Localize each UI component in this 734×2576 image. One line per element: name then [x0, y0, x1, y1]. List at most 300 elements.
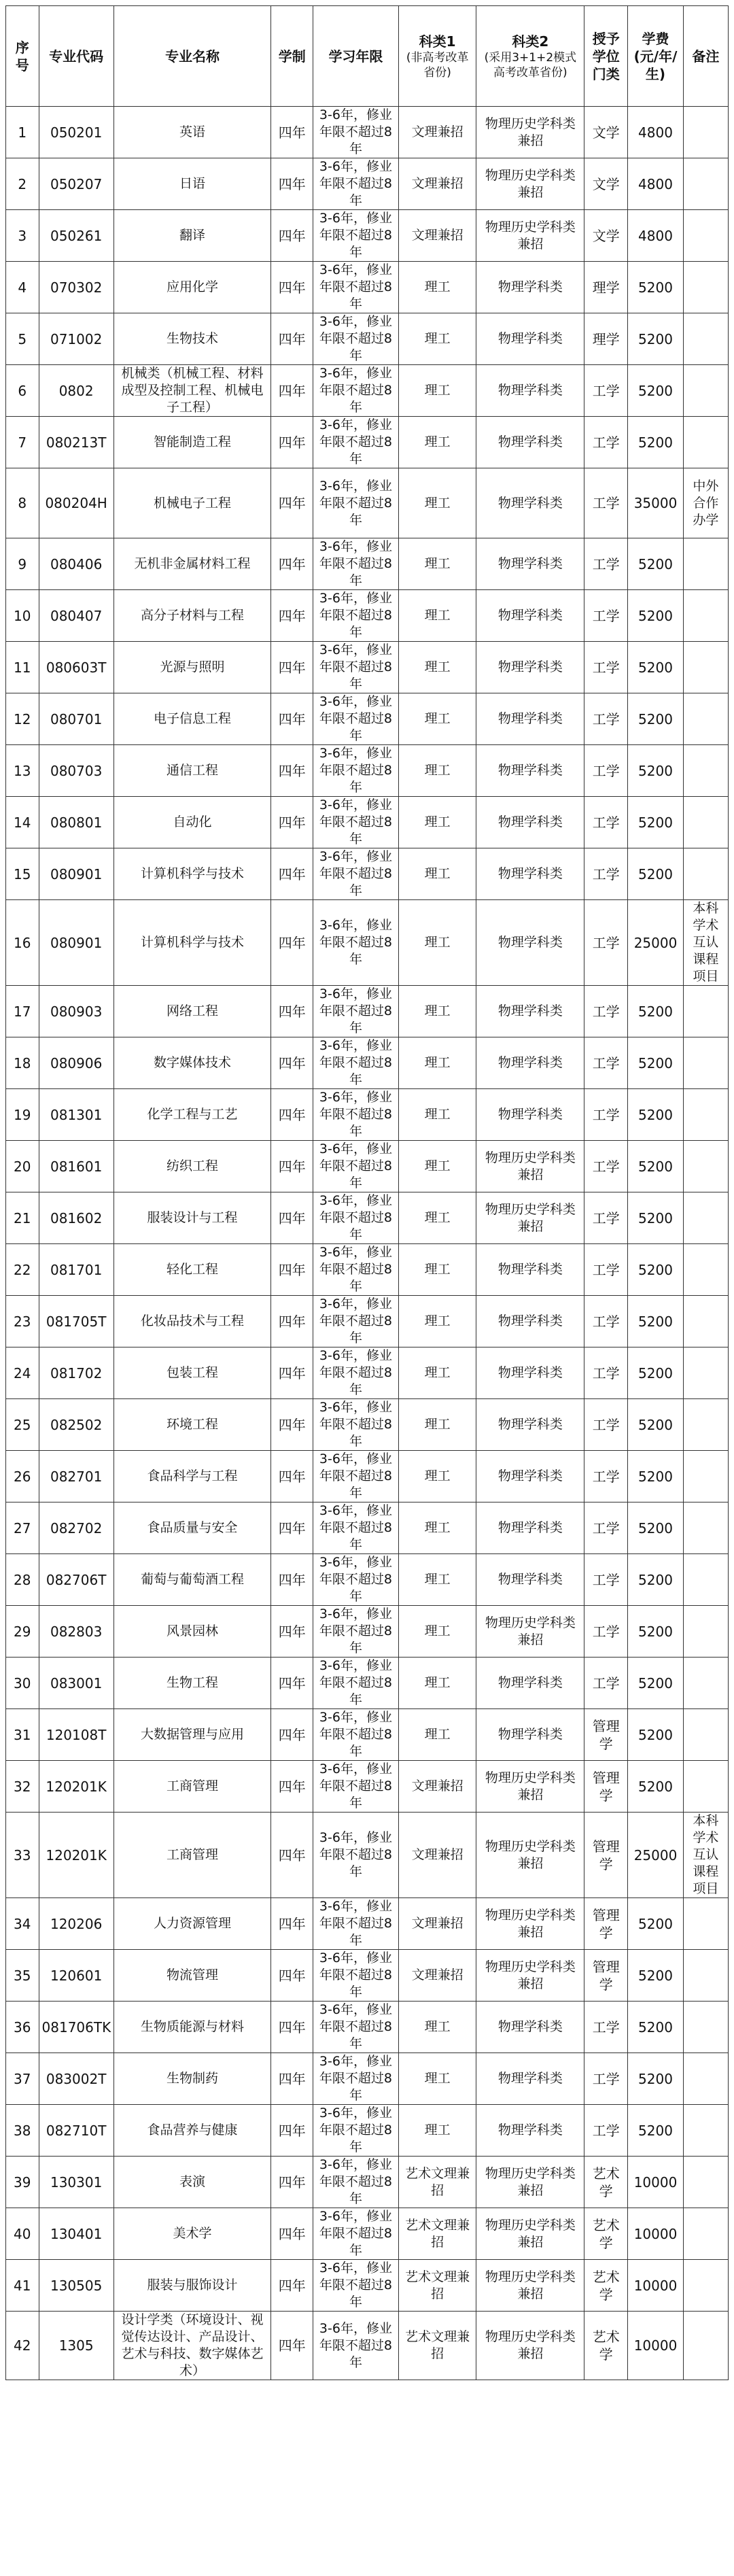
cell-seq: 14: [6, 797, 39, 848]
cell-major-name: 英语: [113, 107, 271, 158]
cell-fee: 5200: [628, 1502, 684, 1554]
cell-major-name: 化学工程与工艺: [113, 1089, 271, 1141]
cell-degree: 工学: [584, 1296, 628, 1347]
cell-system: 四年: [271, 1192, 313, 1244]
cell-category-2: 物理学科类: [476, 1089, 584, 1141]
cell-fee: 10000: [628, 2312, 684, 2380]
cell-study-years: 3-6年，修业年限不超过8年: [313, 2157, 399, 2208]
cell-degree: 工学: [584, 1399, 628, 1451]
cell-degree: 工学: [584, 417, 628, 468]
cell-note: [683, 417, 728, 468]
cell-degree: 艺术学: [584, 2157, 628, 2208]
cell-note: [683, 1502, 728, 1554]
cell-degree: 工学: [584, 468, 628, 538]
cell-degree: 文学: [584, 107, 628, 158]
cell-note: [683, 210, 728, 262]
cell-code: 080213T: [39, 417, 113, 468]
cell-fee: 5200: [628, 1192, 684, 1244]
cell-fee: 10000: [628, 2157, 684, 2208]
cell-category-1: 艺术文理兼招: [398, 2260, 476, 2312]
cell-major-name: 人力资源管理: [113, 1898, 271, 1950]
cell-category-2: 物理学科类: [476, 1554, 584, 1606]
table-row: [6, 1813, 729, 1898]
cell-major-name: 日语: [113, 158, 271, 210]
cell-category-1: 理工: [398, 1089, 476, 1141]
cell-fee: 5200: [628, 1898, 684, 1950]
cell-system: 四年: [271, 1399, 313, 1451]
cell-fee: 5200: [628, 590, 684, 642]
cell-category-2: 物理历史学科类兼招: [476, 1141, 584, 1192]
table-row: [6, 745, 729, 797]
cell-system: 四年: [271, 1950, 313, 2002]
cell-system: 四年: [271, 797, 313, 848]
cell-study-years: 3-6年，修业年限不超过8年: [313, 2002, 399, 2053]
cell-code: 081602: [39, 1192, 113, 1244]
cell-note: [683, 1606, 728, 1658]
cell-code: 050207: [39, 158, 113, 210]
cell-category-1: 文理兼招: [398, 1898, 476, 1950]
cell-code: 082706T: [39, 1554, 113, 1606]
table-row: [6, 1709, 729, 1761]
cell-category-2: 物理历史学科类兼招: [476, 1192, 584, 1244]
cell-fee: 5200: [628, 797, 684, 848]
cell-fee: 5200: [628, 365, 684, 417]
cell-seq: 19: [6, 1089, 39, 1141]
cell-fee: 5200: [628, 1347, 684, 1399]
cell-category-2: 物理学科类: [476, 1451, 584, 1502]
cell-degree: 管理学: [584, 1709, 628, 1761]
cell-category-1: 艺术文理兼招: [398, 2312, 476, 2380]
table-row: [6, 468, 729, 538]
cell-category-2: 物理学科类: [476, 417, 584, 468]
cell-system: 四年: [271, 2053, 313, 2105]
cell-system: 四年: [271, 693, 313, 745]
cell-study-years: 3-6年，修业年限不超过8年: [313, 900, 399, 986]
cell-seq: 39: [6, 2157, 39, 2208]
cell-major-name: 大数据管理与应用: [113, 1709, 271, 1761]
cell-degree: 工学: [584, 693, 628, 745]
cell-fee: 5200: [628, 1244, 684, 1296]
cell-degree: 工学: [584, 2002, 628, 2053]
cell-code: 082702: [39, 1502, 113, 1554]
table-row: [6, 2053, 729, 2105]
cell-seq: 41: [6, 2260, 39, 2312]
cell-note: 本科学术互认课程项目: [683, 1813, 728, 1898]
cell-degree: 艺术学: [584, 2260, 628, 2312]
cell-degree: 工学: [584, 1037, 628, 1089]
cell-study-years: 3-6年，修业年限不超过8年: [313, 1502, 399, 1554]
cell-study-years: 3-6年，修业年限不超过8年: [313, 468, 399, 538]
cell-degree: 工学: [584, 2053, 628, 2105]
cell-fee: 5200: [628, 1658, 684, 1709]
cell-major-name: 数字媒体技术: [113, 1037, 271, 1089]
cell-note: [683, 1037, 728, 1089]
cell-system: 四年: [271, 1296, 313, 1347]
cell-category-2: 物理学科类: [476, 538, 584, 590]
cell-study-years: 3-6年，修业年限不超过8年: [313, 1950, 399, 2002]
cell-note: [683, 1709, 728, 1761]
cell-study-years: 3-6年，修业年限不超过8年: [313, 1141, 399, 1192]
cell-category-1: 理工: [398, 538, 476, 590]
cell-system: 四年: [271, 1347, 313, 1399]
cell-seq: 30: [6, 1658, 39, 1709]
table-row: [6, 2312, 729, 2380]
cell-category-1: 理工: [398, 986, 476, 1037]
cell-seq: 27: [6, 1502, 39, 1554]
cell-major-name: 机械电子工程: [113, 468, 271, 538]
cell-system: 四年: [271, 1451, 313, 1502]
cell-major-name: 环境工程: [113, 1399, 271, 1451]
cell-major-name: 食品营养与健康: [113, 2105, 271, 2157]
cell-category-2: 物理学科类: [476, 642, 584, 693]
cell-degree: 文学: [584, 210, 628, 262]
cell-major-name: 无机非金属材料工程: [113, 538, 271, 590]
table-row: [6, 986, 729, 1037]
cell-code: 083001: [39, 1658, 113, 1709]
cell-seq: 23: [6, 1296, 39, 1347]
cell-seq: 20: [6, 1141, 39, 1192]
cell-major-name: 纺织工程: [113, 1141, 271, 1192]
cell-major-name: 翻译: [113, 210, 271, 262]
cell-note: [683, 590, 728, 642]
cell-system: 四年: [271, 2002, 313, 2053]
cell-category-1: 理工: [398, 1037, 476, 1089]
cell-study-years: 3-6年，修业年限不超过8年: [313, 2105, 399, 2157]
cell-note: [683, 1347, 728, 1399]
cell-fee: 5200: [628, 693, 684, 745]
table-row: [6, 2105, 729, 2157]
cell-code: 080406: [39, 538, 113, 590]
cell-category-2: 物理学科类: [476, 986, 584, 1037]
cell-major-name: 光源与照明: [113, 642, 271, 693]
cell-study-years: 3-6年，修业年限不超过8年: [313, 642, 399, 693]
cell-note: [683, 1950, 728, 2002]
cell-major-name: 表演: [113, 2157, 271, 2208]
cell-fee: 5200: [628, 642, 684, 693]
cell-major-name: 服装设计与工程: [113, 1192, 271, 1244]
cell-fee: 5200: [628, 1761, 684, 1813]
cell-category-1: 艺术文理兼招: [398, 2157, 476, 2208]
cell-code: 1305: [39, 2312, 113, 2380]
cell-category-1: 理工: [398, 642, 476, 693]
cell-note: [683, 158, 728, 210]
cell-note: [683, 1898, 728, 1950]
cell-seq: 24: [6, 1347, 39, 1399]
cell-study-years: 3-6年，修业年限不超过8年: [313, 417, 399, 468]
cell-system: 四年: [271, 848, 313, 900]
cell-code: 082710T: [39, 2105, 113, 2157]
cell-category-1: 理工: [398, 848, 476, 900]
cell-degree: 工学: [584, 1502, 628, 1554]
cell-study-years: 3-6年，修业年限不超过8年: [313, 1813, 399, 1898]
cell-fee: 4800: [628, 107, 684, 158]
cell-system: 四年: [271, 2312, 313, 2380]
cell-study-years: 3-6年，修业年限不超过8年: [313, 590, 399, 642]
cell-code: 050261: [39, 210, 113, 262]
cell-category-1: 理工: [398, 1347, 476, 1399]
cell-major-name: 计算机科学与技术: [113, 848, 271, 900]
cell-note: [683, 797, 728, 848]
cell-major-name: 设计学类（环境设计、视觉传达设计、产品设计、艺术与科技、数字媒体艺术）: [113, 2312, 271, 2380]
cell-fee: 5200: [628, 745, 684, 797]
cell-category-2: 物理历史学科类兼招: [476, 2312, 584, 2380]
cell-degree: 管理学: [584, 1950, 628, 2002]
cell-category-1: 理工: [398, 262, 476, 313]
cell-major-name: 智能制造工程: [113, 417, 271, 468]
cell-category-2: 物理学科类: [476, 1658, 584, 1709]
cell-system: 四年: [271, 1502, 313, 1554]
cell-fee: 4800: [628, 158, 684, 210]
cell-major-name: 生物制药: [113, 2053, 271, 2105]
cell-code: 080703: [39, 745, 113, 797]
cell-note: 中外合作办学: [683, 468, 728, 538]
table-header-row: [6, 6, 729, 107]
cell-category-2: 物理学科类: [476, 745, 584, 797]
cell-category-1: 理工: [398, 313, 476, 365]
cell-study-years: 3-6年，修业年限不超过8年: [313, 745, 399, 797]
cell-major-name: 自动化: [113, 797, 271, 848]
cell-degree: 工学: [584, 848, 628, 900]
cell-seq: 16: [6, 900, 39, 986]
cell-degree: 工学: [584, 1451, 628, 1502]
cell-major-name: 化妆品技术与工程: [113, 1296, 271, 1347]
cell-system: 四年: [271, 538, 313, 590]
cell-code: 071002: [39, 313, 113, 365]
cell-degree: 艺术学: [584, 2208, 628, 2260]
cell-code: 130505: [39, 2260, 113, 2312]
cell-note: [683, 107, 728, 158]
cell-major-name: 高分子材料与工程: [113, 590, 271, 642]
cell-seq: 35: [6, 1950, 39, 2002]
cell-system: 四年: [271, 986, 313, 1037]
table-row: [6, 313, 729, 365]
cell-degree: 工学: [584, 1192, 628, 1244]
cell-system: 四年: [271, 2260, 313, 2312]
cell-major-name: 电子信息工程: [113, 693, 271, 745]
cell-note: [683, 1192, 728, 1244]
cell-category-1: 理工: [398, 2105, 476, 2157]
cell-note: [683, 1554, 728, 1606]
table-row: [6, 848, 729, 900]
table-row: [6, 1141, 729, 1192]
table-row: [6, 590, 729, 642]
cell-study-years: 3-6年，修业年限不超过8年: [313, 693, 399, 745]
cell-category-1: 理工: [398, 1296, 476, 1347]
cell-seq: 26: [6, 1451, 39, 1502]
cell-degree: 管理学: [584, 1813, 628, 1898]
cell-study-years: 3-6年，修业年限不超过8年: [313, 158, 399, 210]
cell-degree: 工学: [584, 986, 628, 1037]
cell-fee: 5200: [628, 1709, 684, 1761]
cell-seq: 15: [6, 848, 39, 900]
table-row: [6, 1451, 729, 1502]
cell-category-2: 物理学科类: [476, 2002, 584, 2053]
cell-category-1: 理工: [398, 693, 476, 745]
cell-fee: 5200: [628, 1451, 684, 1502]
cell-note: [683, 1089, 728, 1141]
cell-note: [683, 2002, 728, 2053]
cell-system: 四年: [271, 468, 313, 538]
cell-degree: 管理学: [584, 1761, 628, 1813]
cell-category-1: 理工: [398, 1141, 476, 1192]
cell-category-2: 物理学科类: [476, 590, 584, 642]
cell-seq: 32: [6, 1761, 39, 1813]
header-note: 备注: [683, 6, 728, 107]
table-row: [6, 210, 729, 262]
cell-degree: 工学: [584, 1606, 628, 1658]
cell-note: [683, 1658, 728, 1709]
cell-category-1: 理工: [398, 900, 476, 986]
cell-category-1: 艺术文理兼招: [398, 2208, 476, 2260]
cell-degree: 管理学: [584, 1898, 628, 1950]
cell-major-name: 应用化学: [113, 262, 271, 313]
cell-seq: 25: [6, 1399, 39, 1451]
cell-fee: 5200: [628, 1950, 684, 2002]
cell-category-1: 理工: [398, 1192, 476, 1244]
table-row: [6, 417, 729, 468]
cell-note: [683, 1244, 728, 1296]
cell-system: 四年: [271, 1606, 313, 1658]
cell-seq: 6: [6, 365, 39, 417]
header-system: 学制: [271, 6, 313, 107]
cell-fee: 5200: [628, 538, 684, 590]
cell-system: 四年: [271, 1709, 313, 1761]
cell-code: 081601: [39, 1141, 113, 1192]
cell-degree: 工学: [584, 1347, 628, 1399]
cell-category-2: 物理历史学科类兼招: [476, 1950, 584, 2002]
cell-fee: 5200: [628, 1037, 684, 1089]
table-row: [6, 1296, 729, 1347]
cell-system: 四年: [271, 158, 313, 210]
cell-code: 082502: [39, 1399, 113, 1451]
cell-seq: 9: [6, 538, 39, 590]
cell-note: [683, 2208, 728, 2260]
cell-category-2: 物理历史学科类兼招: [476, 2208, 584, 2260]
cell-study-years: 3-6年，修业年限不超过8年: [313, 107, 399, 158]
cell-study-years: 3-6年，修业年限不超过8年: [313, 1089, 399, 1141]
table-row: [6, 1089, 729, 1141]
cell-code: 130401: [39, 2208, 113, 2260]
cell-code: 080801: [39, 797, 113, 848]
cell-fee: 5200: [628, 1606, 684, 1658]
cell-major-name: 工商管理: [113, 1813, 271, 1898]
cell-fee: 5200: [628, 1089, 684, 1141]
cell-major-name: 网络工程: [113, 986, 271, 1037]
table-row: [6, 1554, 729, 1606]
cell-seq: 13: [6, 745, 39, 797]
cell-category-1: 文理兼招: [398, 1813, 476, 1898]
cell-category-2: 物理学科类: [476, 900, 584, 986]
table-row: [6, 1898, 729, 1950]
cell-study-years: 3-6年，修业年限不超过8年: [313, 797, 399, 848]
cell-major-name: 轻化工程: [113, 1244, 271, 1296]
header-cat2-subtitle: (采用3+1+2模式高考改革省份): [484, 50, 577, 80]
cell-major-name: 食品科学与工程: [113, 1451, 271, 1502]
cell-category-2: 物理学科类: [476, 1399, 584, 1451]
cell-fee: 5200: [628, 262, 684, 313]
cell-major-name: 计算机科学与技术: [113, 900, 271, 986]
cell-category-1: 理工: [398, 1554, 476, 1606]
cell-major-name: 包装工程: [113, 1347, 271, 1399]
cell-code: 080204H: [39, 468, 113, 538]
cell-system: 四年: [271, 1554, 313, 1606]
cell-code: 120108T: [39, 1709, 113, 1761]
table-row: [6, 365, 729, 417]
cell-system: 四年: [271, 2105, 313, 2157]
cell-code: 082803: [39, 1606, 113, 1658]
cell-seq: 33: [6, 1813, 39, 1898]
cell-major-name: 生物质能源与材料: [113, 2002, 271, 2053]
cell-category-2: 物理学科类: [476, 365, 584, 417]
cell-degree: 工学: [584, 1554, 628, 1606]
cell-fee: 5200: [628, 2002, 684, 2053]
cell-study-years: 3-6年，修业年限不超过8年: [313, 1761, 399, 1813]
cell-code: 120601: [39, 1950, 113, 2002]
cell-category-1: 理工: [398, 590, 476, 642]
cell-category-2: 物理历史学科类兼招: [476, 1813, 584, 1898]
header-cat2-title: 科类2: [512, 33, 549, 50]
cell-seq: 4: [6, 262, 39, 313]
cell-category-2: 物理学科类: [476, 1296, 584, 1347]
cell-note: [683, 848, 728, 900]
cell-note: [683, 2105, 728, 2157]
cell-study-years: 3-6年，修业年限不超过8年: [313, 2208, 399, 2260]
table-row: [6, 107, 729, 158]
cell-category-2: 物理学科类: [476, 848, 584, 900]
cell-code: 083002T: [39, 2053, 113, 2105]
cell-code: 120206: [39, 1898, 113, 1950]
cell-code: 080701: [39, 693, 113, 745]
cell-fee: 25000: [628, 900, 684, 986]
cell-note: [683, 313, 728, 365]
table-row: [6, 1502, 729, 1554]
cell-study-years: 3-6年，修业年限不超过8年: [313, 365, 399, 417]
cell-category-2: 物理历史学科类兼招: [476, 158, 584, 210]
cell-note: [683, 2312, 728, 2380]
cell-category-2: 物理学科类: [476, 1347, 584, 1399]
cell-fee: 10000: [628, 2208, 684, 2260]
cell-seq: 10: [6, 590, 39, 642]
table-row: [6, 1950, 729, 2002]
cell-code: 081705T: [39, 1296, 113, 1347]
cell-category-2: 物理历史学科类兼招: [476, 2157, 584, 2208]
cell-degree: 工学: [584, 1244, 628, 1296]
cell-category-1: 文理兼招: [398, 107, 476, 158]
cell-system: 四年: [271, 1813, 313, 1898]
cell-seq: 5: [6, 313, 39, 365]
cell-seq: 17: [6, 986, 39, 1037]
table-row: [6, 797, 729, 848]
cell-note: [683, 2053, 728, 2105]
cell-seq: 40: [6, 2208, 39, 2260]
cell-degree: 工学: [584, 2105, 628, 2157]
cell-code: 120201K: [39, 1813, 113, 1898]
table-row: [6, 158, 729, 210]
cell-system: 四年: [271, 1141, 313, 1192]
cell-system: 四年: [271, 1898, 313, 1950]
cell-study-years: 3-6年，修业年限不超过8年: [313, 1709, 399, 1761]
cell-category-2: 物理学科类: [476, 2053, 584, 2105]
cell-seq: 21: [6, 1192, 39, 1244]
table-row: [6, 2157, 729, 2208]
cell-note: [683, 1451, 728, 1502]
cell-system: 四年: [271, 2208, 313, 2260]
cell-system: 四年: [271, 900, 313, 986]
cell-category-2: 物理历史学科类兼招: [476, 107, 584, 158]
cell-fee: 5200: [628, 986, 684, 1037]
cell-note: [683, 642, 728, 693]
cell-fee: 35000: [628, 468, 684, 538]
